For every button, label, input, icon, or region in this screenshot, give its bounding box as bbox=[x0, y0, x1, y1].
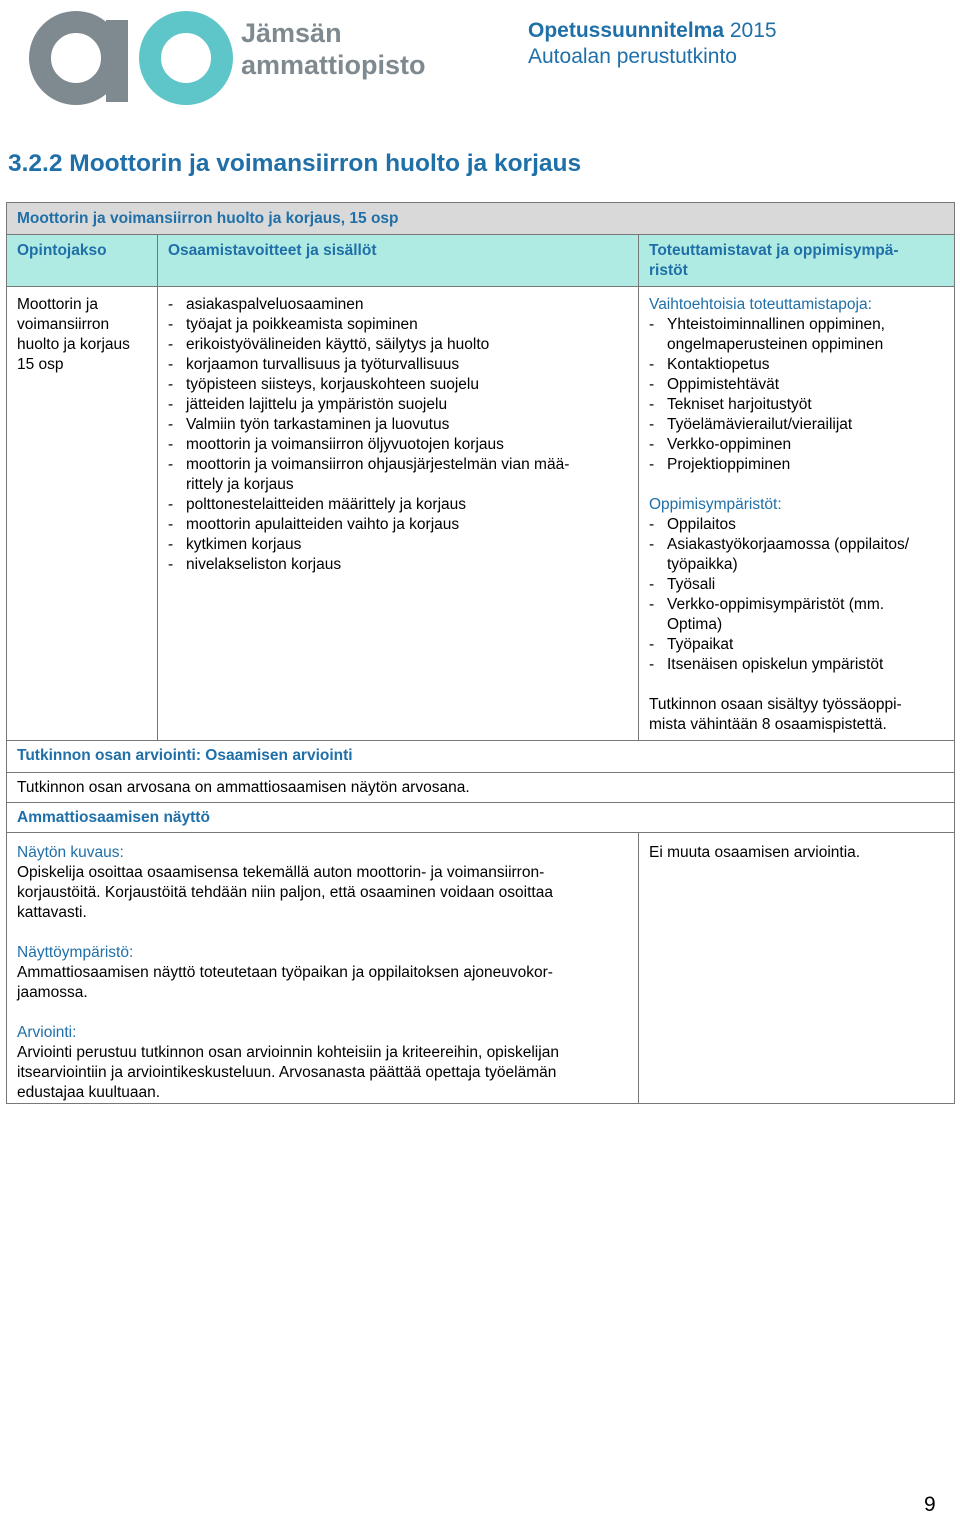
table-title: Moottorin ja voimansiirron huolto ja korjaus, 15 osp bbox=[7, 203, 955, 235]
course-table bbox=[6, 202, 955, 1104]
demo-heading: Ammattiosaamisen näyttö bbox=[7, 803, 955, 833]
list-item: - Verkko-oppiminen bbox=[649, 435, 944, 455]
document-year: 2015 bbox=[729, 19, 777, 42]
environments-list bbox=[649, 515, 944, 675]
demo-env-text: Ammattiosaamisen näyttö toteutetaan työpaikan ja oppilaitoksen ajoneuvokor- jaamossa. bbox=[17, 964, 553, 1001]
list-item: - Projektioppiminen bbox=[649, 455, 944, 475]
list-item: - Asiakastyökorjaamossa (oppilaitos/ työpaikka) bbox=[649, 535, 944, 575]
methods-heading: Vaihtoehtoisia toteuttamistapoja: bbox=[649, 296, 872, 313]
list-item: - moottorin ja voimansiirron ohjausjärjestelmän vian mää- rittely ja korjaus bbox=[168, 455, 628, 495]
col-header-objectives: Osaamistavoitteet ja sisällöt bbox=[158, 235, 639, 287]
document-title: Opetussuunnitelma bbox=[528, 19, 725, 42]
list-item: - Oppilaitos bbox=[649, 515, 944, 535]
list-item: - Itsenäisen opiskelun ympäristöt bbox=[649, 655, 944, 675]
list-item: - Kontaktiopetus bbox=[649, 355, 944, 375]
demo-desc-label: Näytön kuvaus: bbox=[17, 844, 124, 861]
section-title: 3.2.2 Moottorin ja voimansiirron huolto ja korjaus bbox=[8, 150, 582, 177]
document-title-line bbox=[528, 18, 777, 44]
list-item: - jätteiden lajittelu ja ympäristön suojelu bbox=[168, 395, 628, 415]
list-item: - Valmiin työn tarkastaminen ja luovutus bbox=[168, 415, 628, 435]
demo-desc-text: Opiskelija osoittaa osaamisensa tekemällä auton moottorin- ja voimansiirron- korjaustöitä. Korjaustöitä tehdään niin paljon, että osaaminen voidaan osoittaa kattavasti. bbox=[17, 864, 553, 921]
list-item: - kytkimen korjaus bbox=[168, 535, 628, 555]
assessment-heading: Tutkinnon osan arviointi: Osaamisen arviointi bbox=[7, 741, 955, 773]
demo-eval-label: Arviointi: bbox=[17, 1024, 77, 1041]
demo-env-label: Näyttöympäristö: bbox=[17, 944, 134, 961]
methods-cell bbox=[639, 287, 955, 741]
logo-text-line2: ammattiopisto bbox=[241, 50, 426, 80]
objectives-cell bbox=[158, 287, 639, 741]
list-item: - Oppimistehtävät bbox=[649, 375, 944, 395]
list-item: - Työpaikat bbox=[649, 635, 944, 655]
list-item: - Yhteistoiminnallinen oppiminen, ongelmaperusteinen oppiminen bbox=[649, 315, 944, 355]
list-item: - Työsali bbox=[649, 575, 944, 595]
demo-cell bbox=[7, 833, 639, 1104]
list-item: - moottorin ja voimansiirron öljyvuotojen korjaus bbox=[168, 435, 628, 455]
page-number: 9 bbox=[924, 1493, 936, 1516]
list-item: - Työelämävierailut/vierailijat bbox=[649, 415, 944, 435]
logo-text-line1: Jämsän bbox=[241, 18, 342, 48]
col-header-course: Opintojakso bbox=[7, 235, 158, 287]
list-item: - korjaamon turvallisuus ja työturvallisuus bbox=[168, 355, 628, 375]
document-header bbox=[528, 18, 777, 70]
workplace-note: Tutkinnon osaan sisältyy työssäoppi- mista vähintään 8 osaamispistettä. bbox=[649, 696, 902, 733]
list-item: - moottorin apulaitteiden vaihto ja korjaus bbox=[168, 515, 628, 535]
other-assessment: Ei muuta osaamisen arviointia. bbox=[639, 833, 955, 1104]
environments-heading: Oppimisympäristöt: bbox=[649, 496, 782, 513]
list-item: - Tekniset harjoitustyöt bbox=[649, 395, 944, 415]
course-name: Moottorin ja voimansiirron huolto ja korjaus 15 osp bbox=[7, 287, 158, 741]
list-item: - työajat ja poikkeamista sopiminen bbox=[168, 315, 628, 335]
assessment-text: Tutkinnon osan arvosana on ammattiosaamisen näytön arvosana. bbox=[7, 773, 955, 803]
objectives-list bbox=[168, 295, 628, 575]
col-header-methods: Toteuttamistavat ja oppimisympä- ristöt bbox=[639, 235, 955, 287]
list-item: - asiakaspalveluosaaminen bbox=[168, 295, 628, 315]
demo-eval-text: Arviointi perustuu tutkinnon osan arvioinnin kohteisiin ja kriteereihin, opiskelijan itsearviointiin ja arviointikeskusteluun. Arvosanasta päättää opettaja työelämän edustajaa kuultuaan. bbox=[17, 1044, 559, 1101]
document-subtitle: Autoalan perustutkinto bbox=[528, 45, 737, 68]
list-item: - polttonestelaitteiden määrittely ja korjaus bbox=[168, 495, 628, 515]
list-item: - Verkko-oppimisympäristöt (mm. Optima) bbox=[649, 595, 944, 635]
list-item: - työpisteen siisteys, korjauskohteen suojelu bbox=[168, 375, 628, 395]
methods-list bbox=[649, 315, 944, 475]
list-item: - nivelakseliston korjaus bbox=[168, 555, 628, 575]
school-logo bbox=[26, 6, 446, 106]
list-item: - erikoistyövälineiden käyttö, säilytys ja huolto bbox=[168, 335, 628, 355]
